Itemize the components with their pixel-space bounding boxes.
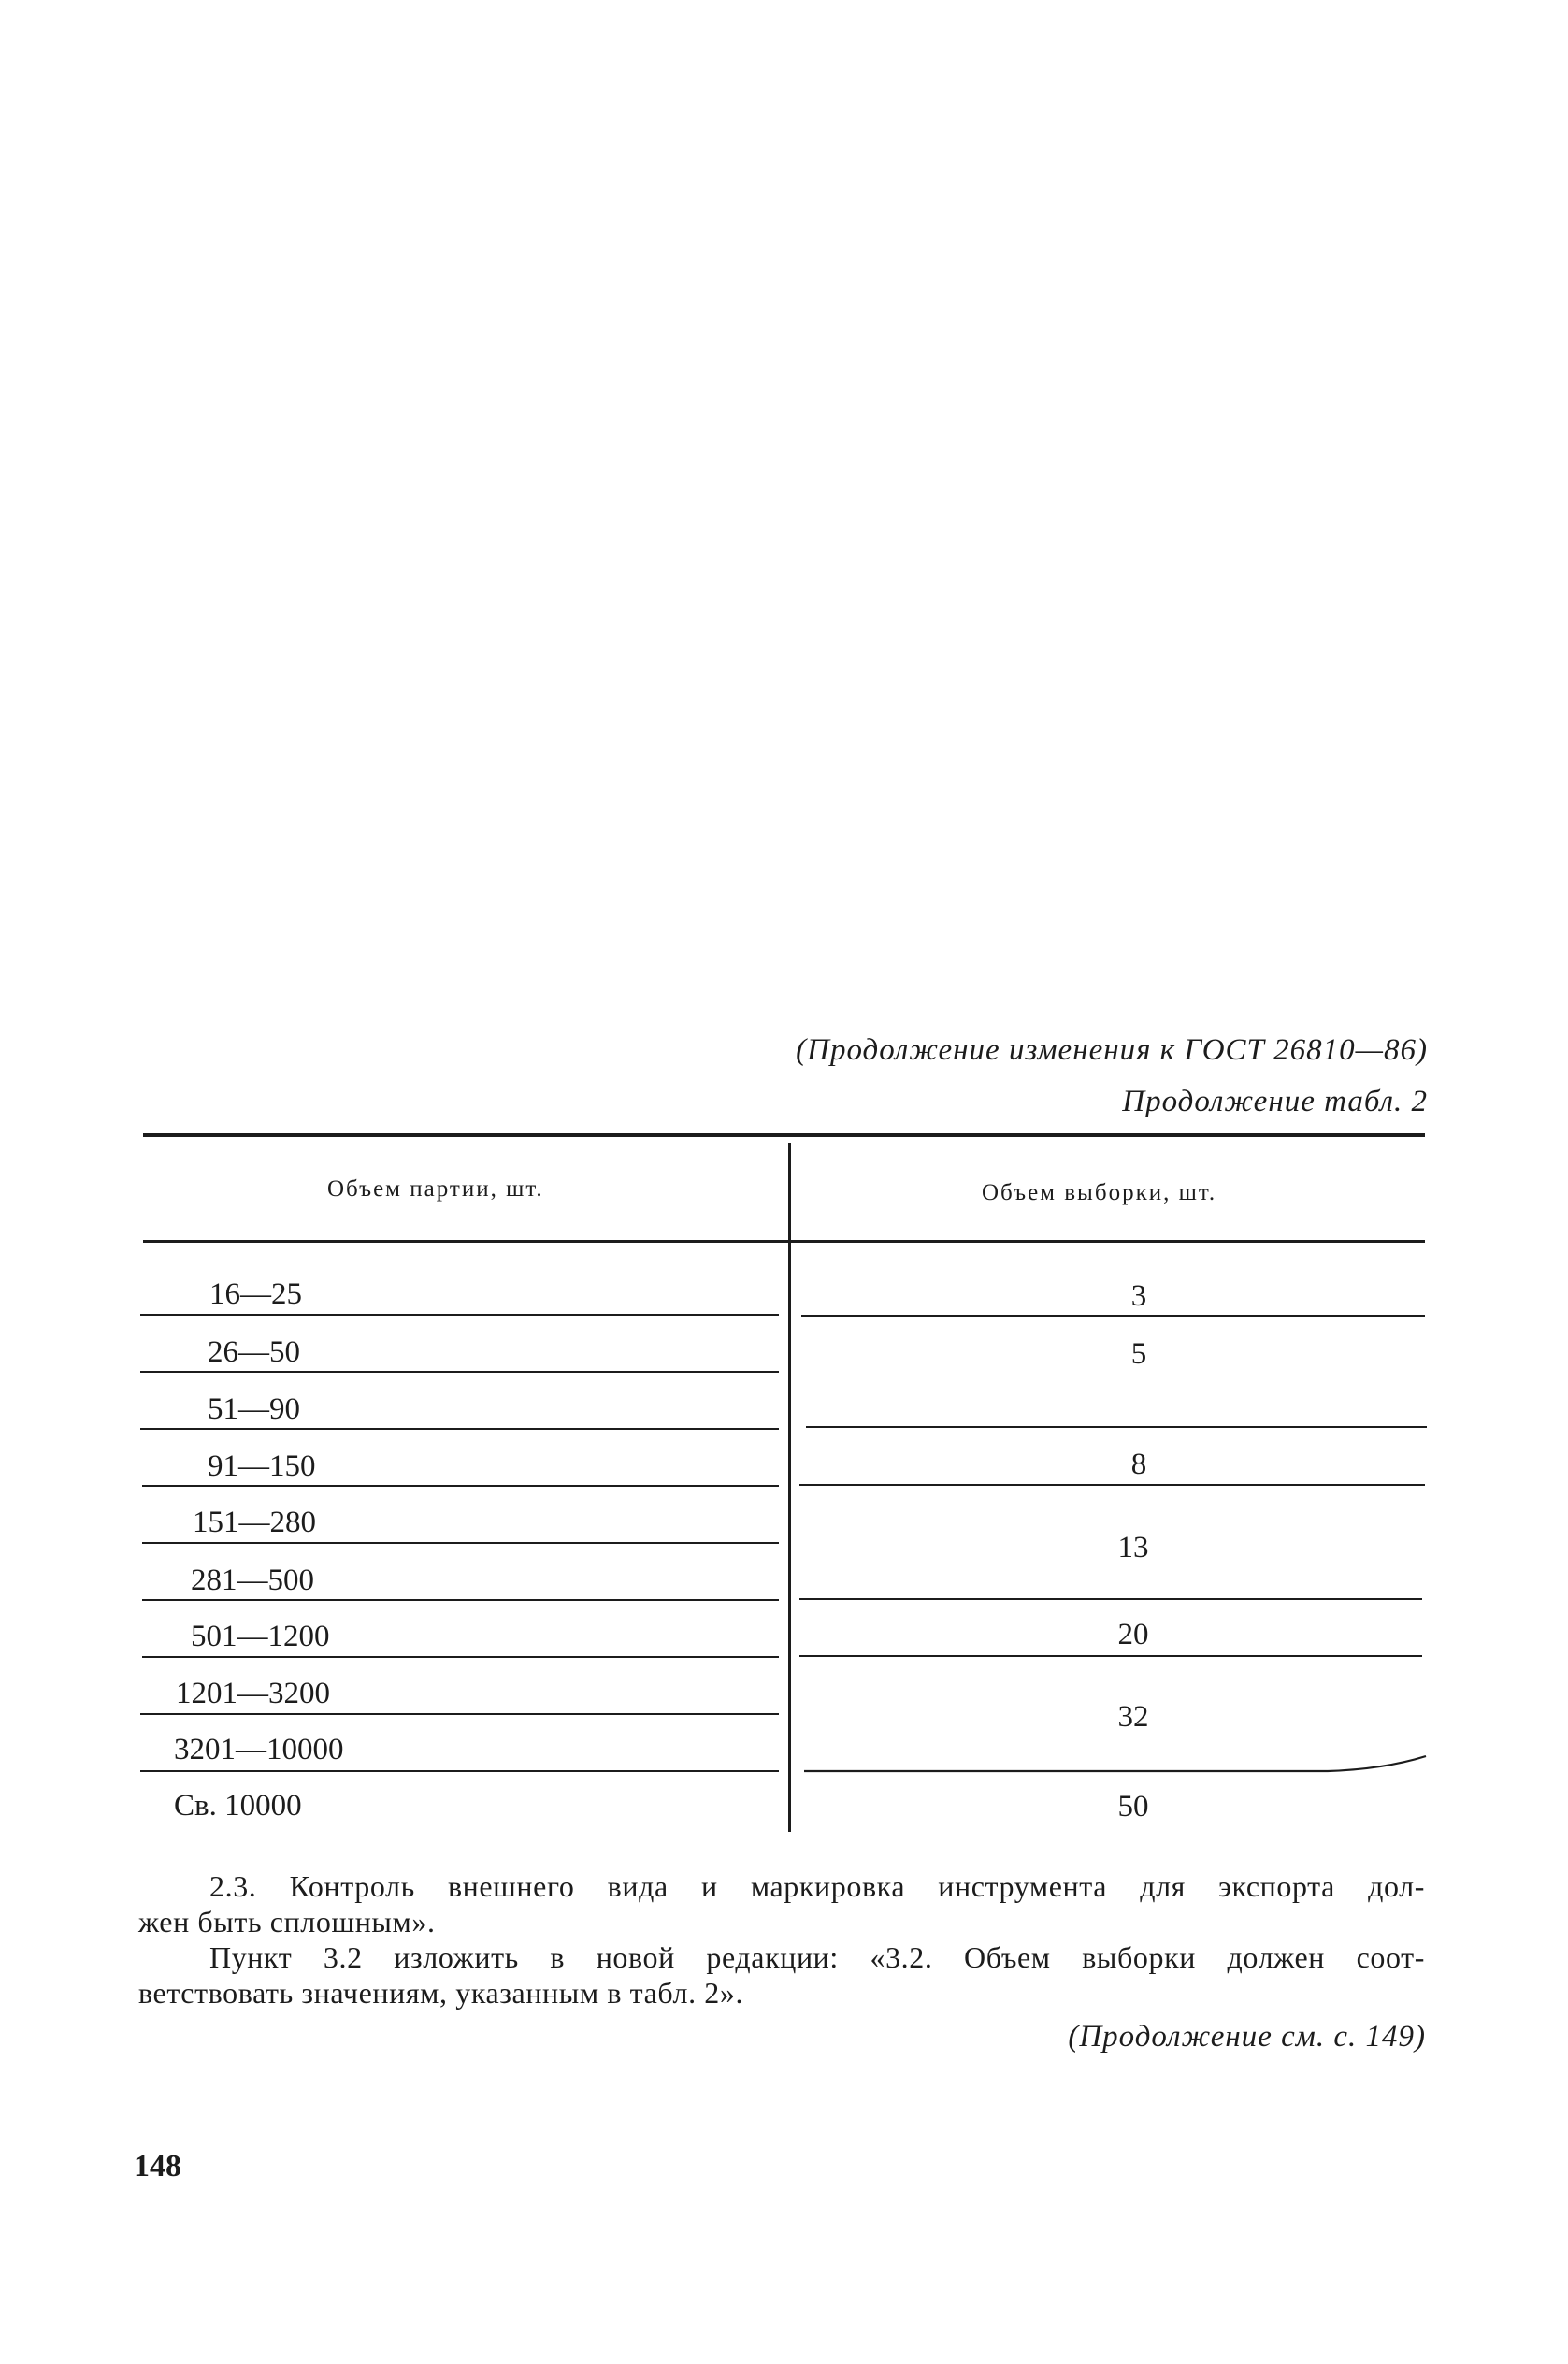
column-header-sample-size: Объем выборки, шт. [982,1180,1217,1205]
table-header-rule [143,1240,1425,1243]
paragraph-3-2 [138,1939,1425,2011]
paragraph-2-3-line1: 2.3. Контроль внешнего вида и маркировка инструмента для экспорта дол- [209,1869,1425,1903]
paragraph-3-2-line2: ветствовать значениям, указанным в табл. 2». [138,1976,744,2010]
table-continuation-label: Продолжение табл. 2 [1122,1085,1428,1118]
row-rule [799,1484,1425,1486]
row-rule [142,1485,779,1487]
column-header-lot-size: Объем партии, шт. [327,1176,544,1202]
lot-size-cell: 91—150 [208,1449,316,1483]
row-rule-curved [804,1747,1431,1775]
sample-size-cell: 8 [1130,1448,1147,1481]
paragraph-3-2-line1: Пункт 3.2 изложить в новой редакции: «3.2. Объем выборки должен соот- [209,1940,1425,1974]
row-rule [801,1315,1425,1317]
row-rule [140,1770,779,1772]
paragraph-2-3-line2: жен быть сплошным». [138,1905,436,1939]
lot-size-cell: 1201—3200 [176,1677,330,1710]
sample-size-cell: 3 [1130,1279,1147,1313]
continuation-next-page: (Продолжение см. с. 149) [1068,2020,1426,2054]
lot-size-cell: 281—500 [191,1564,314,1597]
row-rule [140,1713,779,1715]
row-rule [799,1598,1422,1600]
row-rule [140,1314,779,1316]
table-column-divider [788,1143,791,1832]
sample-size-cell: 32 [1117,1700,1149,1734]
continuation-header: (Продолжение изменения к ГОСТ 26810—86) [796,1033,1428,1067]
sample-size-cell: 13 [1117,1531,1149,1564]
lot-size-cell: 26—50 [208,1335,300,1369]
row-rule [142,1542,779,1544]
sample-size-cell: 20 [1117,1618,1149,1651]
page-number: 148 [134,2149,181,2184]
paragraph-2-3 [138,1868,1425,1939]
row-rule [140,1371,779,1373]
lot-size-cell: 16—25 [209,1277,302,1311]
lot-size-cell: 151—280 [193,1506,316,1539]
lot-size-cell: 501—1200 [191,1620,330,1653]
row-rule [799,1655,1422,1657]
sample-size-cell: 50 [1117,1790,1149,1823]
table-top-rule [143,1133,1425,1137]
row-rule [142,1656,779,1658]
lot-size-cell: Св. 10000 [174,1789,302,1823]
sample-size-cell: 5 [1130,1337,1147,1371]
lot-size-cell: 51—90 [208,1392,300,1426]
lot-size-cell: 3201—10000 [174,1733,344,1766]
row-rule [142,1599,779,1601]
row-rule [806,1426,1427,1428]
row-rule [140,1428,779,1430]
